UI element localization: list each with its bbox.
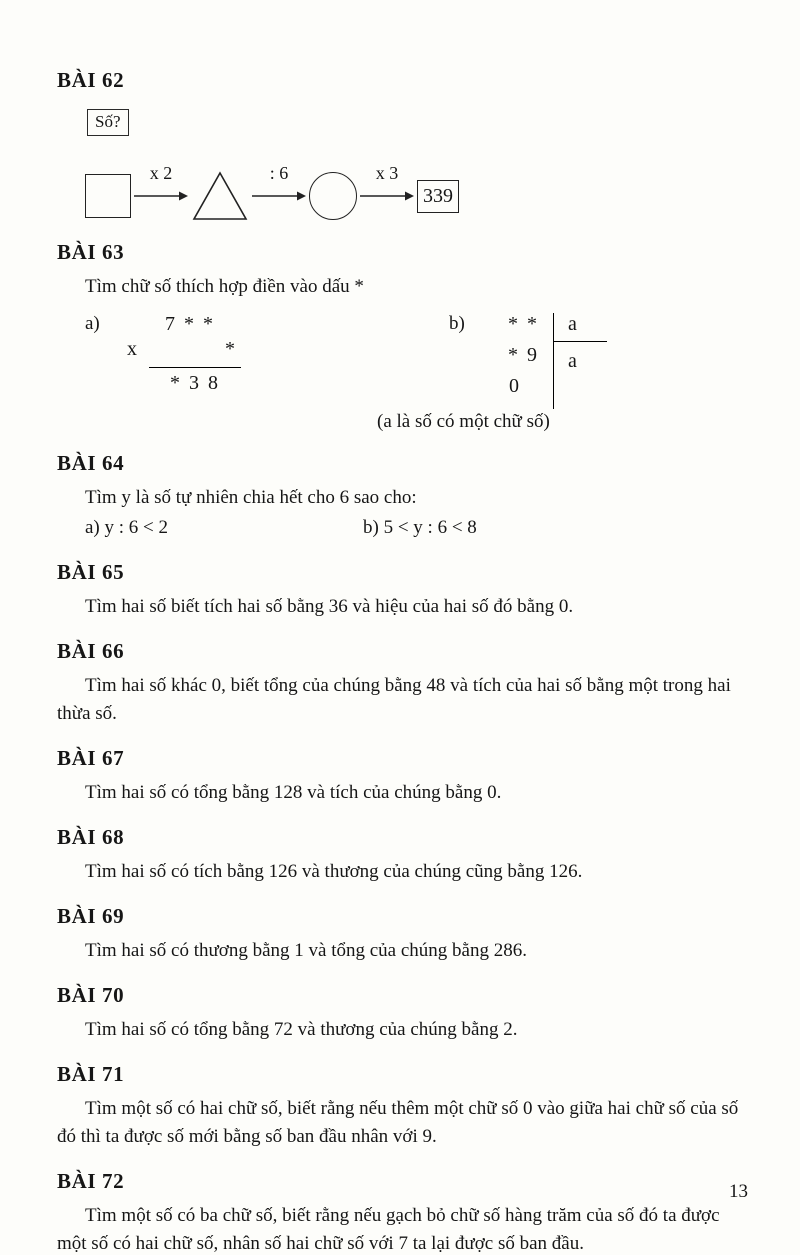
section-title: BÀI 70 bbox=[57, 983, 125, 1007]
arrow-line-icon bbox=[252, 190, 306, 202]
section-bai-66 bbox=[57, 639, 752, 728]
section-title: BÀI 66 bbox=[57, 639, 125, 663]
operation-label: x 3 bbox=[375, 163, 399, 183]
operation-label: x 2 bbox=[149, 163, 173, 183]
section-title: BÀI 64 bbox=[57, 451, 125, 475]
problem-text: Tìm hai số có tổng bằng 72 và thương của chúng bằng 2. bbox=[85, 1019, 518, 1040]
triangle-shape bbox=[191, 170, 249, 222]
part-b-block bbox=[449, 313, 607, 409]
mult-factor-2: * bbox=[225, 338, 235, 360]
part-a-label: a) bbox=[85, 313, 100, 334]
so-label-box: Số? bbox=[87, 109, 129, 136]
arrow-icon bbox=[134, 163, 188, 202]
mult-row bbox=[127, 336, 241, 367]
section-bai-69 bbox=[57, 904, 752, 965]
result-box: 339 bbox=[417, 180, 459, 213]
problem-intro: Tìm y là số tự nhiên chia hết cho 6 sao cho: bbox=[85, 487, 417, 508]
division-layout bbox=[491, 313, 607, 409]
mult-factor-1: 7 * * bbox=[165, 313, 215, 335]
section-bai-64 bbox=[57, 451, 752, 542]
operation-label: : 6 bbox=[269, 163, 289, 183]
section-title: BÀI 68 bbox=[57, 825, 125, 849]
division-right-column bbox=[553, 313, 607, 409]
section-bai-70 bbox=[57, 983, 752, 1044]
condition-b: b) 5 < y : 6 < 8 bbox=[363, 517, 477, 538]
problem-text: Tìm một số có hai chữ số, biết rằng nếu thêm một chữ số 0 vào giữa hai chữ số của số đó thì ta được số mới bằng số ban đầu nhân với 9. bbox=[57, 1098, 739, 1147]
section-bai-63 bbox=[57, 240, 752, 433]
quotient: a bbox=[568, 350, 577, 372]
section-title: BÀI 62 bbox=[57, 68, 125, 92]
section-title: BÀI 72 bbox=[57, 1169, 125, 1193]
worked-examples bbox=[57, 313, 752, 409]
section-bai-62 bbox=[57, 68, 752, 222]
section-bai-67 bbox=[57, 746, 752, 807]
section-bai-71 bbox=[57, 1062, 752, 1151]
section-bai-68 bbox=[57, 825, 752, 886]
problem-text: Tìm một số có ba chữ số, biết rằng nếu gạch bỏ chữ số hàng trăm của số đó ta được một số có hai chữ số, nhân số hai chữ số với 7 ta lại được số ban đầu. bbox=[57, 1205, 720, 1254]
mult-result: * 3 8 bbox=[149, 367, 241, 395]
section-title: BÀI 71 bbox=[57, 1062, 125, 1086]
problem-text: Tìm hai số có thương bằng 1 và tổng của chúng bằng 286. bbox=[85, 940, 527, 961]
ab-conditions-row bbox=[57, 514, 752, 542]
section-bai-72 bbox=[57, 1169, 752, 1255]
divisor: a bbox=[554, 313, 607, 342]
division-left-column bbox=[491, 313, 553, 409]
section-title: BÀI 69 bbox=[57, 904, 125, 928]
arrow-icon bbox=[252, 163, 306, 202]
arrow-line-icon bbox=[134, 190, 188, 202]
multiplication-layout bbox=[127, 313, 241, 409]
section-bai-65 bbox=[57, 560, 752, 621]
arrow-line-icon bbox=[360, 190, 414, 202]
section-title: BÀI 65 bbox=[57, 560, 125, 584]
problem-text: Tìm hai số biết tích hai số bằng 36 và hiệu của hai số đó bằng 0. bbox=[85, 596, 574, 617]
condition-a: a) y : 6 < 2 bbox=[85, 517, 169, 538]
square-shape bbox=[85, 174, 131, 218]
dividend: * * bbox=[508, 313, 539, 335]
flow-diagram bbox=[85, 163, 752, 222]
problem-text: Tìm hai số khác 0, biết tổng của chúng bằng 48 và tích của hai số bằng một trong hai thừa số. bbox=[57, 675, 731, 724]
section-title: BÀI 67 bbox=[57, 746, 125, 770]
remainder: 0 bbox=[509, 375, 521, 397]
problem-text: Tìm hai số có tổng bằng 128 và tích của chúng bằng 0. bbox=[85, 782, 502, 803]
page-number: 13 bbox=[729, 1181, 748, 1202]
part-b-label: b) bbox=[449, 313, 465, 334]
section-title: BÀI 63 bbox=[57, 240, 125, 264]
multiply-sign: x bbox=[127, 338, 137, 360]
problem-text: Tìm hai số có tích bằng 126 và thương của chúng cũng bằng 126. bbox=[85, 861, 583, 882]
subtracted-value: * 9 bbox=[508, 344, 539, 366]
problem-intro: Tìm chữ số thích hợp điền vào dấu * bbox=[85, 276, 364, 297]
footnote: (a là số có một chữ số) bbox=[377, 411, 550, 432]
circle-shape bbox=[309, 172, 357, 220]
arrow-icon bbox=[360, 163, 414, 202]
